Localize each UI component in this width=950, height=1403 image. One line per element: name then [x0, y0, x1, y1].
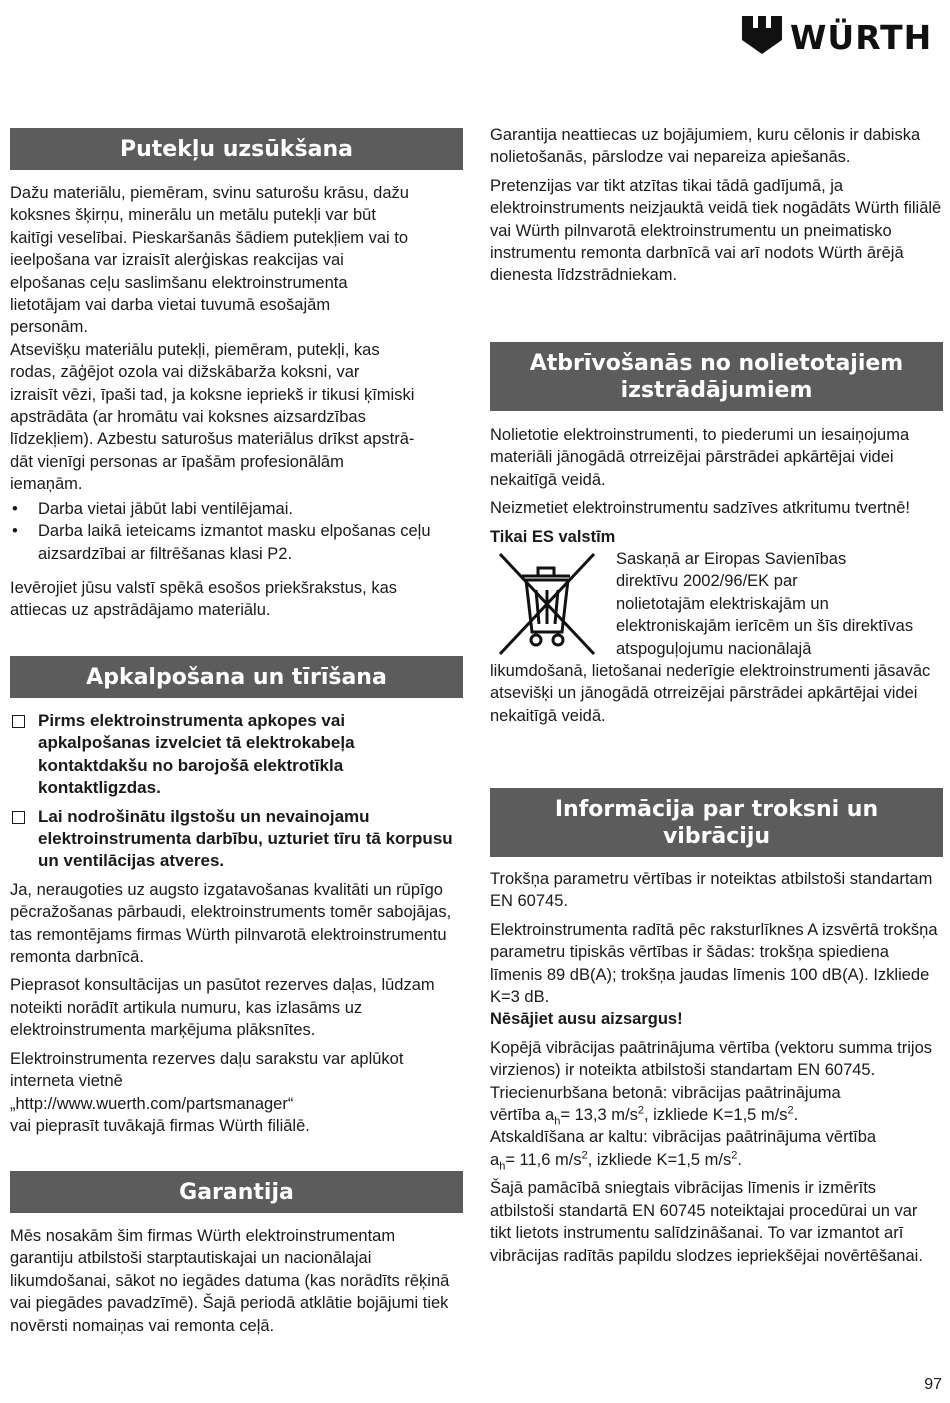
warranty-cont-paragraph: Pretenzijas var tikt atzītas tikai tādā gadījumā, ja elektroinstruments neizjauktā veidā tiek nogādāts Würth filiālē vai Würth pilnvarotā elektroinstrumentu un pneimatisko instrumentu remonta darbnīcā vai arī nodots Würth ārējā dienesta līdzstrādniekam.: [490, 176, 942, 285]
noise-paragraph: Šajā pamācībā sniegtais vibrācijas līmenis ir izmērīts atbilstoši standartā EN 60745 noteiktajai procedūrai un var tikt lietots instrumentu salīdzināšanai. To var izmantot arī vibrācijas radītās papildu slodzes iepriekšējai novērtēšanai.: [490, 1179, 923, 1265]
eu-line: Saskaņā ar Eiropas Savienības: [616, 550, 847, 569]
dust-line: Dažu materiālu, piemēram, svinu saturošu krāsu, dažu: [10, 184, 409, 202]
eu-line: direktīvu 2002/96/EK par: [616, 572, 798, 591]
weee-bin-icon: [492, 550, 602, 658]
noise-paragraph: Kopējā vibrācijas paātrinājuma vērtība (vektoru summa trijos virzienos) ir noteikta atbilstoši standartam EN 60745.: [490, 1038, 933, 1080]
noise-text: [490, 868, 942, 1267]
parts-link[interactable]: „http://www.wuerth.com/partsmanager“: [10, 1094, 294, 1113]
dust-note-line: Ievērojiet jūsu valstī spēkā esošos priekšrakstus, kas: [10, 578, 398, 597]
dust-line: dāt vienīgi personas ar īpašām profesionālām: [10, 452, 344, 471]
eu-line: atspoguļojumu nacionālajā: [616, 639, 812, 658]
dust-text: [10, 182, 470, 622]
service-text: [10, 710, 462, 1137]
service-checks: [10, 710, 462, 873]
warranty-cont-text: [490, 124, 942, 287]
brand-name: WÜRTH: [790, 18, 933, 57]
dust-line: rodas, zāģējot ozola vai dižskābarža koksni, var: [10, 363, 360, 382]
drill-label: vērtība a: [490, 1106, 555, 1125]
dust-line: ieelpošana var izraisīt alerģiskas reakcijas vai: [10, 251, 344, 270]
section-disposal-title: Atbrīvošanās no nolietotajiem izstrādājumiem: [490, 342, 943, 411]
page-number: 97: [924, 1376, 942, 1393]
warranty-paragraph: Mēs nosakām šim firmas Würth elektroinstrumentam garantiju atbilstoši starptautiskajai un nacionālajai likumdošanai, sākot no iegādes datuma (kas norādīts rēķinā vai piegādes pavadzīmē). Šajā periodā atklātie bojājumi tiek novērsti nomaiņas vai remonta ceļā.: [10, 1227, 450, 1335]
chisel-line: Atskaldīšana ar kaltu: vibrācijas paātrinājuma vērtība: [490, 1128, 877, 1147]
dust-line: izraisīt vēzi, īpaši tad, ja koksne iepriekš ir tikusi ķīmiski: [10, 385, 415, 404]
section-warranty-title: Garantija: [10, 1171, 463, 1213]
check-item: [10, 710, 462, 800]
disposal-text: [490, 424, 942, 727]
checkbox-icon: [12, 811, 25, 824]
bullet-item: • Darba laikā ieteicams izmantot masku elpošanas ceļu aizsardzībai ar filtrēšanas klasi P2.: [10, 520, 450, 565]
drill-deviation: , izkliede K=1,5 m/s: [643, 1106, 788, 1125]
check-text: Pirms elektroinstrumenta apkopes vai apkalpošanas izvelciet tā elektrokabeļa kontaktdakšu no barojošā elektrotīkla kontaktligzdas.: [38, 711, 355, 798]
ear-protection-note: Nēsājiet ausu aizsargus!: [490, 1010, 683, 1029]
dust-line: līdzekļiem). Azbestu saturošus materiālus drīkst apstrā-: [10, 430, 415, 449]
dust-line: Atsevišķu materiālu putekļi, piemēram, putekļi, kas: [10, 340, 380, 359]
service-paragraph: Ja, neraugoties uz augsto izgatavošanas kvalitāti un rūpīgo pēcražošanas pārbaudi, elektroinstruments tomēr sabojājas, tas remontējams firmas Würth pilnvarotā elektroinstrumentu remonta darbnīcā.: [10, 880, 452, 967]
check-text: Lai nodrošinātu ilgstošu un nevainojamu elektroinstrumenta darbību, uzturiet tīru tā korpusu un ventilācijas atveres.: [38, 806, 453, 871]
dust-line: personām.: [10, 318, 88, 337]
warranty-text: [10, 1225, 462, 1337]
dust-line: koksnes šķirņu, minerālu un metālu putekļi var būt: [10, 206, 376, 225]
check-item: [10, 806, 462, 873]
disposal-paragraph: Nolietotie elektroinstrumenti, to piederumi un iesaiņojuma materiāli jānogādā otrreizējai pārstrādei apkārtējai videi nekaitīgā veidā.: [490, 426, 910, 489]
dust-note-line: attiecas uz apstrādājamo materiālu.: [10, 601, 271, 620]
drill-value: = 13,3 m/s: [560, 1106, 638, 1125]
dust-line: apstrādāta (ar hromātu vai koksnes aizsardzības: [10, 408, 366, 427]
section-service-title: Apkalpošana un tīrīšana: [10, 656, 463, 698]
noise-paragraph: Trokšņa parametru vērtības ir noteiktas atbilstoši standartam EN 60745.: [490, 870, 933, 911]
service-paragraph: Pieprasot konsultācijas un pasūtot rezerves daļas, lūdzam noteikti norādīt artikula numuru, kas izlasāms uz elektroinstrumenta marķējuma plāksnītes.: [10, 976, 435, 1040]
service-paragraph: Elektroinstrumenta rezerves daļu sarakstu var aplūkot: [10, 1049, 404, 1068]
subscript: h: [499, 1160, 506, 1173]
dust-line: elpošanas ceļu saslimšanu elektroinstrumenta: [10, 273, 348, 292]
dust-bullets: [10, 498, 450, 565]
eu-line: elektroniskajām ierīcēm un šīs direktīvas: [616, 617, 914, 636]
eu-only-heading: Tikai ES valstīm: [490, 527, 616, 546]
checkbox-icon: [12, 715, 25, 728]
wurth-logo-icon: [740, 14, 784, 56]
superscript: 2: [637, 1104, 644, 1117]
subscript: h: [554, 1115, 561, 1128]
service-paragraph: interneta vietnē: [10, 1072, 123, 1091]
dust-line: lietotājam vai darba vietai tuvumā esošajām: [10, 296, 331, 315]
warranty-cont-paragraph: Garantija neattiecas uz bojājumiem, kuru cēlonis ir dabiska nolietošanās, pārslodze vai nepareiza apiešanās.: [490, 126, 921, 167]
chisel-label: a: [490, 1150, 500, 1169]
chisel-value-line: $a_h= 11,6$ $m/s^2$, izkliede K=1,5 $m/s^2$.: [490, 1149, 742, 1173]
eu-notice: [490, 548, 942, 660]
chisel-deviation: , izkliede K=1,5 m/s: [587, 1150, 732, 1169]
dust-line: iemaņām.: [10, 475, 83, 494]
eu-line: nolietotajām elektriskajām un: [616, 594, 829, 613]
section-dust-title: Putekļu uzsūkšana: [10, 128, 463, 170]
service-paragraph: vai pieprasīt tuvākajā firmas Würth filiālē.: [10, 1116, 310, 1135]
drill-value-line: vērtība $a_h= 13,3$ $m/s^2$, izkliede K=1,5 $m/s^2$.: [490, 1104, 799, 1128]
drill-line: Triecienurbšana betonā: vibrācijas paātrinājuma: [490, 1083, 841, 1102]
chisel-value: = 11,6 m/s: [505, 1150, 582, 1169]
eu-rest: likumdošanā, lietošanai nederīgie elektroinstrumenti jāsavāc atsevišķi un jānogādā otrreizējai pārstrādei apkārtējai videi nekaitīgā veidā.: [490, 662, 931, 725]
dust-line: kaitīgi veselībai. Pieskaršanās šādiem putekļiem vai to: [10, 228, 409, 247]
section-noise-title: Informācija par troksni un vibrāciju: [490, 788, 943, 857]
noise-paragraph: Elektroinstrumenta radītā pēc raksturlīknes A izsvērtā trokšņa parametru tipiskās vērtības ir šādas: trokšņa spiediena līmenis 89 dB(A); trokšņa jaudas līmenis 100 dB(A). Izkliede K=3 dB.: [490, 920, 938, 1007]
superscript: 2: [581, 1149, 588, 1162]
bullet-item: • Darba vietai jābūt labi ventilējamai.: [10, 498, 450, 520]
wurth-logo: [740, 12, 946, 58]
superscript: 2: [731, 1149, 738, 1162]
superscript: 2: [787, 1104, 794, 1117]
disposal-paragraph: Neizmetiet elektroinstrumentu sadzīves atkritumu tvertnē!: [490, 499, 911, 518]
